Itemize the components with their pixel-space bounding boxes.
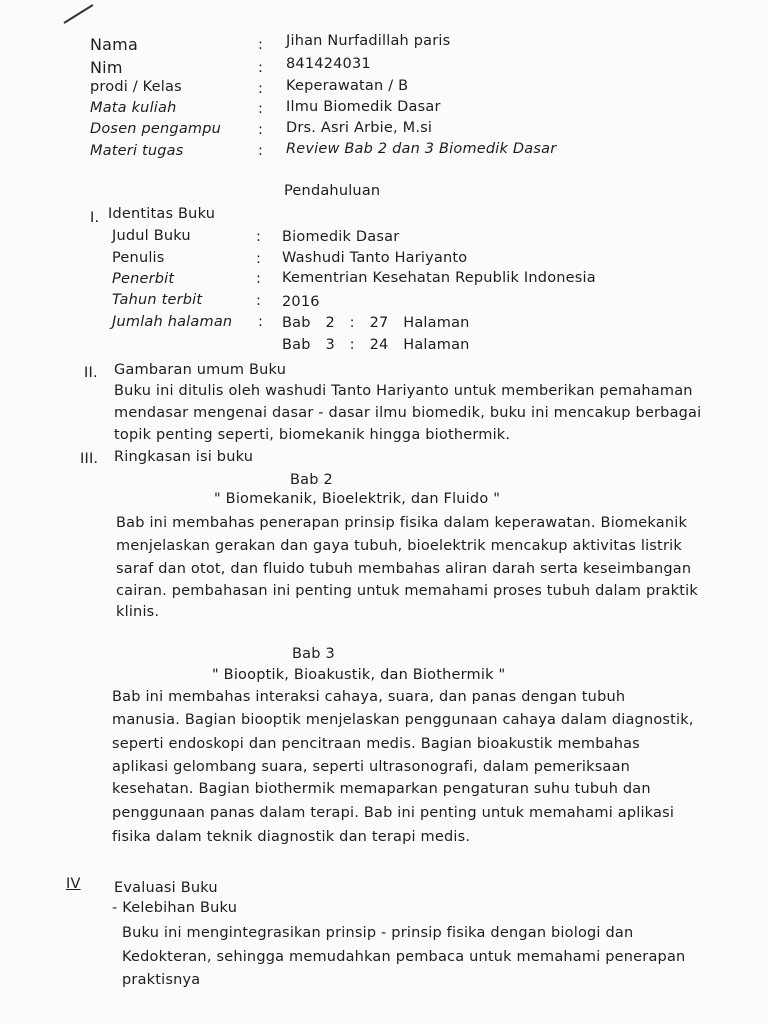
info-colon: : <box>258 37 264 53</box>
section-numeral: III. <box>80 451 99 467</box>
body-line: cairan. pembahasan ini penting untuk memahami proses tubuh dalam praktik <box>116 583 698 599</box>
section-heading: Evaluasi Buku <box>114 880 218 896</box>
body-line: Bab ini membahas interaksi cahaya, suara, dan panas dengan tubuh <box>112 689 626 705</box>
body-line: seperti endoskopi dan pencitraan medis. Bagian bioakustik membahas <box>112 736 640 752</box>
info-label-prodi: prodi / Kelas <box>90 79 182 95</box>
book-value-penulis: Washudi Tanto Hariyanto <box>282 250 468 266</box>
info-colon: : <box>258 122 264 138</box>
body-line: fisika dalam teknik diagnostik dan terapi medis. <box>112 829 471 845</box>
body-line: topik penting seperti, biomekanik hingga biothermik. <box>114 427 511 443</box>
body-line: Bab ini membahas penerapan prinsip fisika dalam keperawatan. Biomekanik <box>116 515 688 531</box>
section-heading: Gambaran umum Buku <box>114 362 287 378</box>
book-label-judul: Judul Buku <box>112 228 191 244</box>
book-label-tahun: Tahun terbit <box>112 292 203 308</box>
book-colon: : <box>256 293 262 309</box>
body-line: Buku ini ditulis oleh washudi Tanto Hariyanto untuk memberikan pemahaman <box>114 383 693 399</box>
book-value-halaman-bab3: Bab 3 : 24 Halaman <box>282 337 470 353</box>
body-line: mendasar mengenai dasar - dasar ilmu biomedik, buku ini mencakup berbagai <box>114 405 702 421</box>
section-numeral: IV <box>66 876 81 892</box>
book-value-tahun: 2016 <box>282 294 320 310</box>
chapter-title: Bab 3 <box>292 646 335 662</box>
info-label-dosen: Dosen pengampu <box>90 121 222 137</box>
body-line: menjelaskan gerakan dan gaya tubuh, bioelektrik mencakup aktivitas listrik <box>116 538 682 554</box>
info-colon: : <box>258 101 264 117</box>
info-label-materi: Materi tugas <box>90 143 184 159</box>
info-label-nama: Nama <box>90 35 138 54</box>
info-label-matakuliah: Mata kuliah <box>90 100 177 116</box>
chapter-subtitle: " Biomekanik, Bioelektrik, dan Fluido " <box>214 491 501 507</box>
page-title: Pendahuluan <box>284 183 381 199</box>
body-line: Kedokteran, sehingga memudahkan pembaca untuk memahami penerapan <box>122 949 686 965</box>
book-colon: : <box>256 229 262 245</box>
book-label-penerbit: Penerbit <box>112 271 175 287</box>
chapter-title: Bab 2 <box>290 472 333 488</box>
info-colon: : <box>258 143 264 159</box>
book-colon: : <box>258 314 264 330</box>
section-heading: Ringkasan isi buku <box>114 449 254 465</box>
body-line: klinis. <box>116 604 160 620</box>
info-value-nama: Jihan Nurfadillah paris <box>286 33 451 49</box>
body-line: penggunaan panas dalam terapi. Bab ini penting untuk memahami aplikasi <box>112 805 675 821</box>
body-line: praktisnya <box>122 972 201 988</box>
chapter-subtitle: " Biooptik, Bioakustik, dan Biothermik " <box>212 667 506 683</box>
info-value-prodi: Keperawatan / B <box>286 78 409 94</box>
info-value-nim: 841424031 <box>286 56 371 72</box>
book-colon: : <box>256 271 262 287</box>
book-value-penerbit: Kementrian Kesehatan Republik Indonesia <box>282 270 596 286</box>
book-value-halaman-bab2: Bab 2 : 27 Halaman <box>282 315 470 331</box>
pen-stroke-mark <box>63 4 93 24</box>
book-value-judul: Biomedik Dasar <box>282 229 400 245</box>
info-value-materi: Review Bab 2 dan 3 Biomedik Dasar <box>286 141 557 157</box>
section-heading: Identitas Buku <box>108 206 216 222</box>
info-value-dosen: Drs. Asri Arbie, M.si <box>286 120 433 136</box>
body-line: kesehatan. Bagian biothermik memaparkan pengaturan suhu tubuh dan <box>112 781 651 797</box>
book-label-penulis: Penulis <box>112 250 165 266</box>
info-colon: : <box>258 60 264 76</box>
body-line: manusia. Bagian biooptik menjelaskan penggunaan cahaya dalam diagnostik, <box>112 712 694 728</box>
book-label-halaman: Jumlah halaman <box>112 314 233 330</box>
section-numeral: II. <box>84 365 98 381</box>
body-line: Buku ini mengintegrasikan prinsip - prinsip fisika dengan biologi dan <box>122 925 634 941</box>
info-value-matakuliah: Ilmu Biomedik Dasar <box>286 99 441 115</box>
body-line: aplikasi gelombang suara, seperti ultrasonografi, dalam pemeriksaan <box>112 759 631 775</box>
info-colon: : <box>258 81 264 97</box>
section-numeral: I. <box>90 210 100 226</box>
book-colon: : <box>256 251 262 267</box>
body-line: saraf dan otot, dan fluido tubuh membahas aliran darah serta keseimbangan <box>116 561 692 577</box>
subsection-heading: - Kelebihan Buku <box>112 900 238 916</box>
info-label-nim: Nim <box>90 58 123 77</box>
